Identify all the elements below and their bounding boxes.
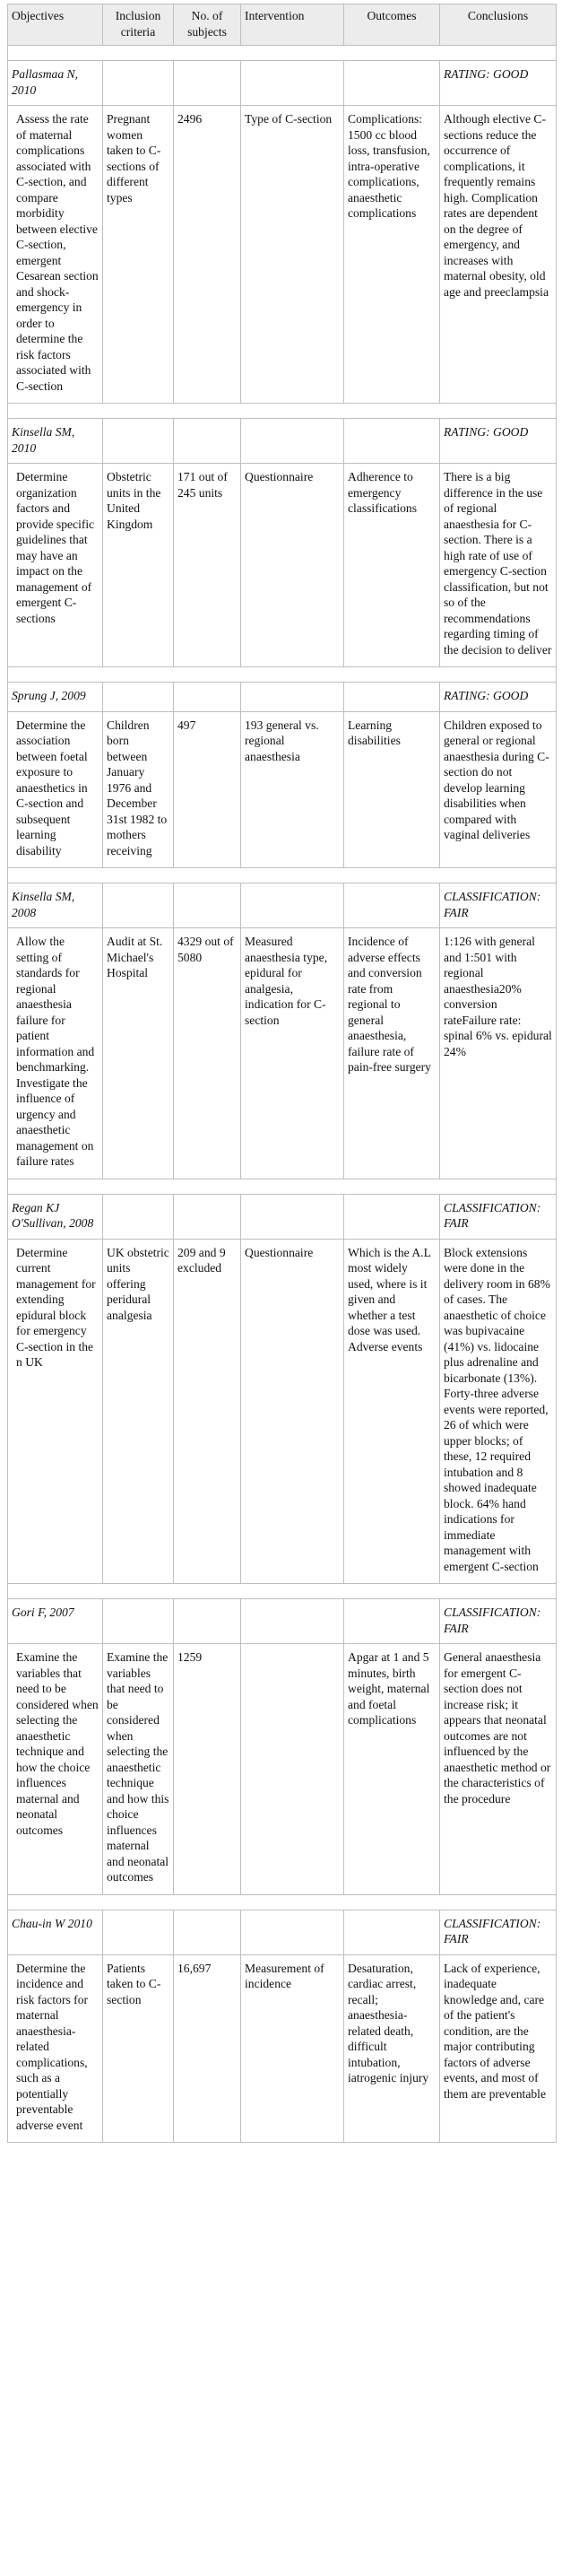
study-conclusions: Although elective C-sections reduce the occurrence of complications, it frequently remains high. Complication rates are dependent on the degree of emergency, and increases with maternal obesity, old age and preeclampsia [440, 106, 557, 404]
study-row [8, 1239, 557, 1584]
header-number-of-subjects: No. of subjects [174, 4, 241, 46]
study-subjects: 4329 out of 5080 [174, 928, 241, 1179]
study-rating: CLASSIFICATION: FAIR [440, 1910, 557, 1954]
spacer-row [8, 46, 557, 61]
spacer-row [8, 868, 557, 883]
spacer-row [8, 404, 557, 419]
study-header-row [8, 1910, 557, 1954]
study-author: Chau-in W 2010 [8, 1910, 103, 1954]
study-inclusion: UK obstetric units offering peridural analgesia [103, 1239, 174, 1584]
study-inclusion: Patients taken to C-section [103, 1954, 174, 2143]
spacer-row [8, 667, 557, 683]
study-outcomes: Adherence to emergency classifications [344, 464, 440, 667]
study-subjects: 1259 [174, 1644, 241, 1895]
study-rating: CLASSIFICATION: FAIR [440, 1599, 557, 1644]
study-subjects: 497 [174, 711, 241, 868]
study-conclusions: Block extensions were done in the delivery room in 68% of cases. The anaesthetic of choice was bupivacaine (41%) vs. lidocaine plus adrenaline and bicarbonate (13%). Forty-three adverse events were reported, 26 of which were upper blocks; of these, 12 required intubation and 8 showed inadequate block. 64% hand indications for immediate management with emergent C-section [440, 1239, 557, 1584]
study-author: Pallasmaa N, 2010 [8, 61, 103, 106]
study-objective: Determine current management for extending epidural block for emergency C-section in the n UK [8, 1239, 103, 1584]
study-rating: RATING: GOOD [440, 61, 557, 106]
study-intervention: Questionnaire [241, 1239, 344, 1584]
study-outcomes: Desaturation, cardiac arrest, recall; anaesthesia-related death, difficult intubation, iatrogenic injury [344, 1954, 440, 2143]
study-row [8, 464, 557, 667]
study-inclusion: Examine the variables that need to be considered when selecting the anaesthetic technique and how this choice influences maternal and neonatal outcomes [103, 1644, 174, 1895]
study-intervention: Measurement of incidence [241, 1954, 344, 2143]
study-subjects: 16,697 [174, 1954, 241, 2143]
study-outcomes: Incidence of adverse effects and conversion rate from regional to general anaesthesia, failure rate of pain-free surgery [344, 928, 440, 1179]
study-outcomes: Learning disabilities [344, 711, 440, 868]
study-subjects: 209 and 9 excluded [174, 1239, 241, 1584]
study-rating: CLASSIFICATION: FAIR [440, 883, 557, 928]
header-intervention: Intervention [241, 4, 344, 46]
header-inclusion-criteria: Inclusion criteria [103, 4, 174, 46]
study-objective: Allow the setting of standards for regional anaesthesia failure for patient information and benchmarking. Investigate the influence of urgency and anaesthetic management on failure rates [8, 928, 103, 1179]
study-header-row [8, 683, 557, 712]
study-intervention: 193 general vs. regional anaesthesia [241, 711, 344, 868]
header-outcomes: Outcomes [344, 4, 440, 46]
header-conclusions: Conclusions [440, 4, 557, 46]
study-row [8, 1644, 557, 1895]
study-header-row [8, 1599, 557, 1644]
study-inclusion: Obstetric units in the United Kingdom [103, 464, 174, 667]
study-intervention: Measured anaesthesia type, epidural for analgesia, indication for C-section [241, 928, 344, 1179]
study-author: Regan KJ O'Sullivan, 2008 [8, 1194, 103, 1239]
study-outcomes: Complications: 1500 cc blood loss, transfusion, intra-operative complications, anaesthetic complications [344, 106, 440, 404]
study-header-row [8, 61, 557, 106]
evidence-table [7, 4, 557, 2143]
study-row [8, 928, 557, 1179]
study-conclusions: 1:126 with general and 1:501 with regional anaesthesia20% conversion rateFailure rate: spinal 6% vs. epidural 24% [440, 928, 557, 1179]
study-objective: Assess the rate of maternal complications associated with C-section, and compare morbidity between elective C-section, emergent Cesarean section and shock-emergency in order to determine the risk factors associated with C-section [8, 106, 103, 404]
study-rating: RATING: GOOD [440, 683, 557, 712]
study-objective: Examine the variables that need to be considered when selecting the anaesthetic technique and how the choice influences maternal and neonatal outcomes [8, 1644, 103, 1895]
study-rating: RATING: GOOD [440, 419, 557, 464]
study-row [8, 711, 557, 868]
study-author: Kinsella SM, 2008 [8, 883, 103, 928]
header-row [8, 4, 557, 46]
study-outcomes: Apgar at 1 and 5 minutes, birth weight, maternal and foetal complications [344, 1644, 440, 1895]
study-objective: Determine the incidence and risk factors for maternal anaesthesia-related complications, such as a potentially preventable adverse event [8, 1954, 103, 2143]
study-header-row [8, 1194, 557, 1239]
study-author: Sprung J, 2009 [8, 683, 103, 712]
study-conclusions: General anaesthesia for emergent C-section does not increase risk; it appears that neonatal outcomes are not influenced by the anaesthetic method or the characteristics of the procedure [440, 1644, 557, 1895]
header-objectives: Objectives [8, 4, 103, 46]
study-intervention: Questionnaire [241, 464, 344, 667]
study-intervention: Type of C-section [241, 106, 344, 404]
study-subjects: 2496 [174, 106, 241, 404]
spacer-row [8, 1894, 557, 1910]
spacer-row [8, 1179, 557, 1194]
study-objective: Determine organization factors and provide specific guidelines that may have an impact on the management of emergent C-sections [8, 464, 103, 667]
spacer-row [8, 1584, 557, 1599]
study-author: Gori F, 2007 [8, 1599, 103, 1644]
study-rating: CLASSIFICATION: FAIR [440, 1194, 557, 1239]
study-objective: Determine the association between foetal exposure to anaesthetics in C-section and subsequent learning disability [8, 711, 103, 868]
study-header-row [8, 419, 557, 464]
study-conclusions: Lack of experience, inadequate knowledge and, care of the patient's condition, are the major contributing factors of adverse events, and most of them are preventable [440, 1954, 557, 2143]
study-author: Kinsella SM, 2010 [8, 419, 103, 464]
study-conclusions: There is a big difference in the use of regional anaesthesia for C-section. There is a high rate of use of emergency C-section classification, but not so of the recommendations regarding timing of the decision to deliver [440, 464, 557, 667]
study-row [8, 1954, 557, 2143]
study-outcomes: Which is the A.L most widely used, where is it given and whether a test dose was used. Adverse events [344, 1239, 440, 1584]
study-inclusion: Pregnant women taken to C-sections of different types [103, 106, 174, 404]
study-inclusion: Audit at St. Michael's Hospital [103, 928, 174, 1179]
study-intervention [241, 1644, 344, 1895]
study-inclusion: Children born between January 1976 and December 31st 1982 to mothers receiving [103, 711, 174, 868]
study-row [8, 106, 557, 404]
study-header-row [8, 883, 557, 928]
study-subjects: 171 out of 245 units [174, 464, 241, 667]
study-conclusions: Children exposed to general or regional anaesthesia during C-section do not develop learning disabilities when compared with vaginal deliveries [440, 711, 557, 868]
